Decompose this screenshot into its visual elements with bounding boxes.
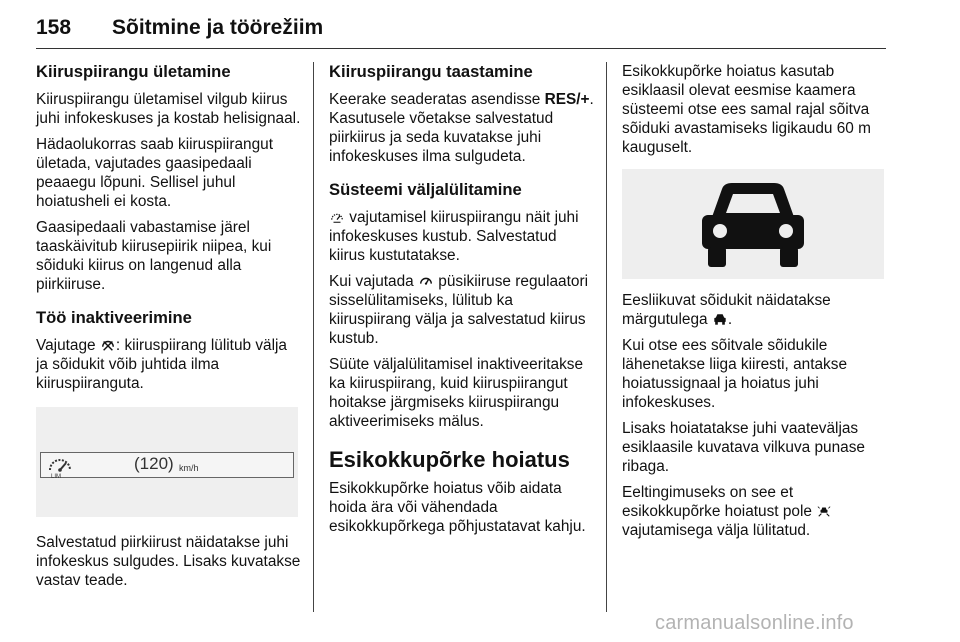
- text-fragment: Kui vajutada: [329, 273, 414, 290]
- text-fragment: vajutamisel kiiruspiirangu näit juhi infokeskuses kustub. Salvestatud kiirus kustutatakse.: [329, 209, 579, 264]
- paragraph: [329, 208, 595, 265]
- column-2: [329, 62, 595, 543]
- stored-speed-value: (120): [134, 454, 174, 473]
- speed-unit: km/h: [179, 463, 199, 473]
- page-title: Sõitmine ja töörežiim: [112, 16, 324, 39]
- text-fragment: Eeltingimuseks on see et esikokkupõrke hoiatust pole: [622, 484, 812, 520]
- heading-forward-collision-alert: Esikokkupõrke hoiatus: [329, 447, 570, 472]
- speed-limiter-icon: [330, 210, 344, 224]
- paragraph: Kui otse ees sõitvale sõidukile lähenetakse liiga kiiresti, antakse hoiatussignaal ja hoiatus juhi infokeskuses.: [622, 337, 847, 411]
- text-fragment: : kiiruspiirang lülitub välja ja sõidukit võib juhtida ilma kiiruspiiranguta.: [36, 337, 287, 392]
- text-fragment: püsikiiruse regulaatori sisselülitamiseks, lülitub ka kiiruspiirang välja ja salvestatud kiirus kustub.: [329, 273, 588, 347]
- text-fragment: Vajutage: [36, 337, 96, 354]
- heading-restore: Kiiruspiirangu taastamine: [329, 62, 533, 81]
- vehicle-ahead-illustration: [622, 169, 884, 279]
- paragraph: Esikokkupõrke hoiatus kasutab esiklaasil olevat eesmise kaamera süsteemi otse ees samal rajal sõitva sõiduki avastamiseks ligikaudu 60 m kauguselt.: [622, 63, 871, 156]
- paragraph: [329, 90, 595, 166]
- vehicle-ahead-icon: [686, 177, 820, 271]
- page-number: 158: [36, 16, 72, 39]
- text-fragment: . Kasutusele võetakse salvestatud piirkiirus ja seda kuvatakse juhi infokeskuses ilma sulgudeta.: [329, 91, 594, 165]
- paragraph: Süüte väljalülitamisel inaktiveeritakse ka kiiruspiirang, kuid kiiruspiirangut hoitakse järgmiseks kiiruspiirangu aktiveerimiseks mälus.: [329, 356, 584, 430]
- column-divider-1: [313, 62, 314, 612]
- column-3: [622, 62, 890, 547]
- column-divider-2: [606, 62, 607, 612]
- paragraph: Salvestatud piirkiirust näidatakse juhi infokeskus sulgudes. Lisaks kuvatakse vastav teade.: [36, 534, 301, 589]
- paragraph: [36, 336, 302, 393]
- heading-deactivation: Töö inaktiveerimine: [36, 308, 192, 327]
- text-fragment: vajutamisega välja lülitatud.: [622, 522, 811, 539]
- heading-speed-exceed: Kiiruspiirangu ületamine: [36, 62, 231, 81]
- column-1: [36, 62, 302, 597]
- paragraph: [622, 483, 890, 540]
- paragraph: Kiiruspiirangu ületamisel vilgub kiirus juhi infokeskuses ja kostab helisignaal.: [36, 91, 301, 127]
- res-plus-label: RES/+: [544, 91, 590, 108]
- vehicle-ahead-icon: [713, 312, 727, 326]
- collision-alert-icon: [817, 504, 831, 518]
- header-divider: [36, 48, 886, 49]
- paragraph: Gaasipedaali vabastamise järel taaskäivitub kiirusepiirik niipea, kui sõiduki kiirus on langenud alla piirkiiruse.: [36, 219, 272, 293]
- page-header: [36, 6, 886, 46]
- lim-label: LIM: [51, 474, 62, 480]
- heading-system-off: Süsteemi väljalülitamine: [329, 180, 522, 199]
- text-fragment: Eesliikuvat sõidukit näidatakse märgutulega: [622, 292, 831, 328]
- watermark-text: carmanualsonline.info: [655, 612, 854, 634]
- cruise-cancel-icon: [101, 338, 115, 352]
- text-fragment: .: [727, 311, 733, 328]
- cruise-control-icon: [419, 274, 433, 288]
- cluster-display-bar: [40, 452, 294, 478]
- paragraph: Lisaks hoiatatakse juhi vaateväljas esiklaasile kuvatava vilkuva punase ribaga.: [622, 420, 865, 475]
- paragraph: [329, 272, 595, 348]
- paragraph: Hädaolukorras saab kiiruspiirangut ületada, vajutades gaasipedaali peaaegu lõpuni. Sellisel juhul hoiatusheli ei kosta.: [36, 136, 273, 210]
- paragraph: [622, 291, 890, 329]
- speed-display-illustration: [36, 407, 298, 517]
- paragraph: Esikokkupõrke hoiatus võib aidata hoida ära või vähendada esikokkupõrkega põhjustatavat kahju.: [329, 480, 586, 535]
- text-fragment: Keerake seaderatas asendisse: [329, 91, 541, 108]
